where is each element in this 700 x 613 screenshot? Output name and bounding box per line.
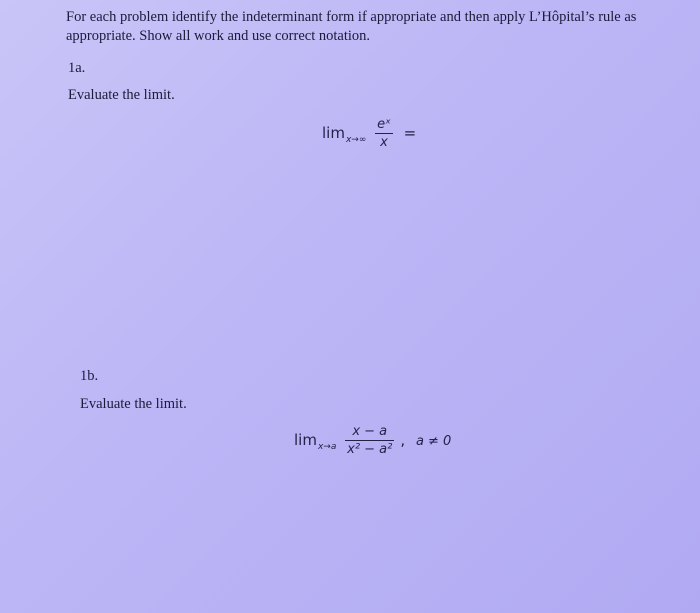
fraction [375, 117, 393, 150]
limit-subscript: x→∞ [345, 135, 367, 145]
problem-1b-label: 1b. [80, 368, 99, 384]
fraction [345, 424, 394, 457]
limit-subscript: x→a [317, 442, 337, 452]
problem-1a-prompt: Evaluate the limit. [68, 87, 175, 103]
denominator: x² − a² [347, 442, 393, 457]
problem-1b-expression [294, 424, 451, 457]
condition-text: a ≠ 0 [415, 434, 452, 449]
instructions-text: For each problem identify the indeterminant form if appropriate and then apply L’Hôpital’s rule as appropriate. Show all work and use correct notation. [66, 9, 637, 44]
numerator: x − a [345, 424, 394, 441]
numerator: eˣ [377, 117, 391, 132]
problem-1a-expression [322, 117, 416, 150]
problem-1b-prompt: Evaluate the limit. [80, 396, 187, 412]
comma-separator: , [400, 431, 406, 449]
problem-1a-label: 1a. [68, 60, 86, 76]
limit-operator: lim [322, 124, 345, 142]
denominator: x [380, 135, 388, 150]
limit-operator: lim [294, 431, 317, 449]
equals-sign: = [403, 124, 417, 142]
